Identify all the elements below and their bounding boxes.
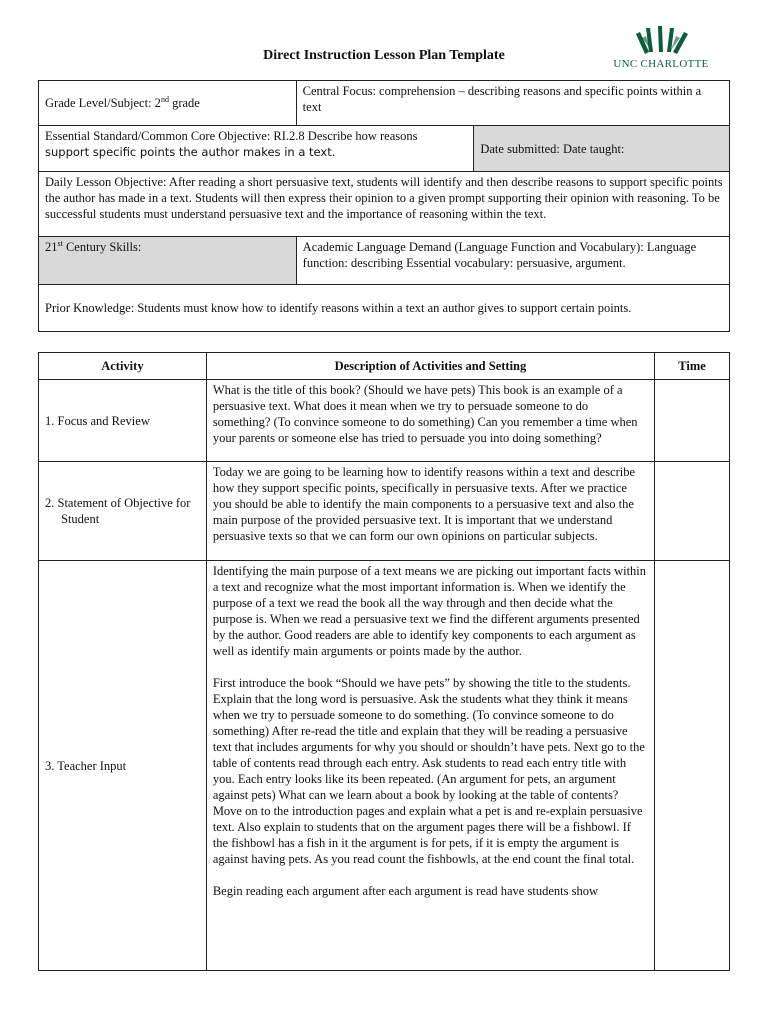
skills-prefix: 21 <box>45 240 58 254</box>
standard-cell <box>39 126 474 172</box>
skills-cell <box>39 237 297 285</box>
skills-suffix: Century Skills: <box>62 240 142 254</box>
time-cell <box>655 561 730 971</box>
dates-cell <box>474 126 730 172</box>
teacher-input-paragraph-2: First introduce the book “Should we have pets” by showing the title to the students. Explain that the long word is persuasive. Ask the students what they think it means when we try to persuade someone to do something. (To convince someone to do something) After re-read the title and explain that they will be reading a persuasive text that includes arguments for why you should or shouldn’t have pets. Next go to the table of contents read through each entry. Ask students to read each entry title with you. Each entry looks like its been repeated. (An argument for pets, an argument against pets) What can we learn about a book by looking at the table of contents? Move on to the introduction pages and explain what a pet is and re-explain persuasive text. Also explain to students that on the argument pages there will be a fishbowl. If the fishbowl has a fish in it the argument is for pets, if it is empty the argument is against having pets. As you read count the fishbowls, at the end count the final total. <box>212 676 645 866</box>
academic-language-cell <box>296 237 729 285</box>
activity-description: Today we are going to be learning how to identify reasons within a text and describe how they support specific points, specifically in persuasive texts. After we practice you should be able to identify the main components to a persuasive text and also the main purpose of the provided persuasive text. It is important that we understand persuasive texts so that we can form our own opinions on particular subjects. <box>212 465 636 543</box>
activity-label: 2. Statement of Objective for Student <box>45 496 191 526</box>
activity-header: Activity <box>39 353 207 380</box>
teacher-input-paragraph-3: Begin reading each argument after each argument is read have students show <box>212 884 598 898</box>
standard-line-2: support specific points the author makes in a text. <box>45 145 336 159</box>
central-focus-cell <box>296 81 729 126</box>
activity-label-cell <box>39 462 207 561</box>
document-title: Direct Instruction Lesson Plan Template <box>263 48 505 63</box>
central-focus-text: Central Focus: comprehension – describing reasons and specific points within a text <box>302 84 702 114</box>
crown-icon <box>606 24 716 58</box>
dates-text: Date submitted: Date taught: <box>480 141 625 156</box>
prior-knowledge-text: Prior Knowledge: Students must know how to identify reasons within a text an author gives to support certain points. <box>45 301 632 315</box>
activity-label: 1. Focus and Review <box>45 413 150 428</box>
unc-charlotte-logo <box>606 24 716 72</box>
table-row <box>39 561 730 971</box>
table-row <box>39 380 730 462</box>
standard-line-1: Essential Standard/Common Core Objective: RI.2.8 Describe how reasons <box>45 129 418 143</box>
prior-knowledge-cell <box>39 285 730 332</box>
activity-label-cell <box>39 561 207 971</box>
daily-objective-text: Daily Lesson Objective: After reading a short persuasive text, students will identify and then describe reasons to support specific points the author has made in a text. Students will then express their opinion to a given prompt supporting their opinion with reasoning. To be successful students must understand persuasive text and the importance of reasoning within the text. <box>45 175 723 221</box>
time-cell <box>655 462 730 561</box>
teacher-input-paragraph-1: Identifying the main purpose of a text means we are picking out important facts within a text and recognize what the most important information is. When we identify the purpose of a text we read the book all the way through and then decide what the purpose is. When we read a persuasive text we find the different arguments presented by the author. Good readers are able to identify key components to each argument as well as identify main arguments or points made by the author. <box>212 564 647 658</box>
daily-objective-cell <box>39 172 730 237</box>
grade-level-label: Grade Level/Subject: 2 <box>45 96 161 110</box>
time-header: Time <box>655 353 730 380</box>
grade-level-suffix: grade <box>168 96 200 110</box>
description-cell <box>206 462 654 561</box>
grade-level-sup: nd <box>160 94 169 104</box>
activity-label-cell <box>39 380 207 462</box>
activity-description: What is the title of this book? (Should we have pets) This book is an example of a persuasive text. What does it mean when we try to persuade someone to do something? (To convince someone to do something) Can you remember a time when your parents or someone else has tried to persuade you into doing something? <box>212 383 638 445</box>
description-cell <box>206 380 654 462</box>
lesson-info-table <box>38 80 730 332</box>
activity-label: 3. Teacher Input <box>45 758 127 773</box>
activity-table <box>38 352 730 971</box>
description-cell <box>206 561 654 971</box>
academic-language-text: Academic Language Demand (Language Function and Vocabulary): Language function: describing Essential vocabulary: persuasive, argument. <box>302 240 697 270</box>
grade-level-cell <box>39 81 297 126</box>
logo-text: UNC CHARLOTTE <box>613 58 709 70</box>
time-cell <box>655 380 730 462</box>
table-row <box>39 462 730 561</box>
description-header: Description of Activities and Setting <box>206 353 654 380</box>
skills-sup: st <box>57 238 63 248</box>
